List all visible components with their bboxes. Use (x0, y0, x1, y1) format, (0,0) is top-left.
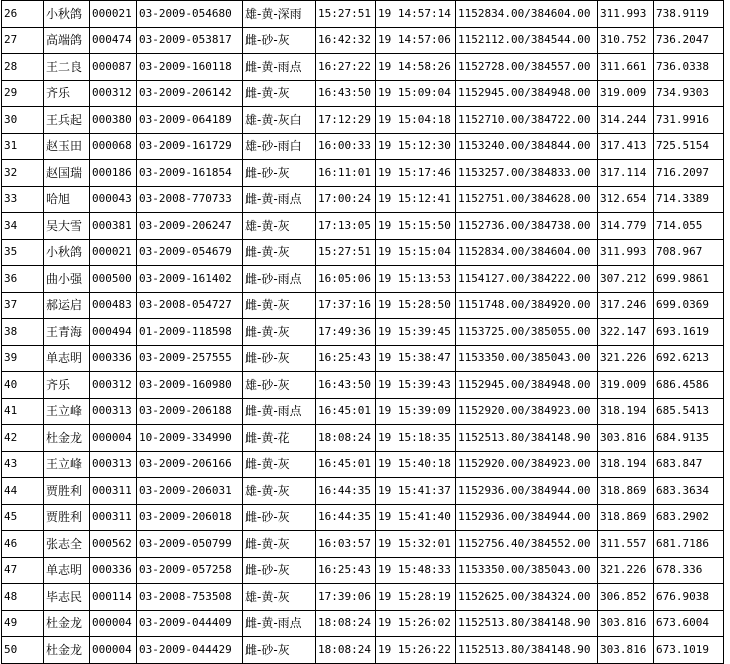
distance-cell: 321.226 (598, 557, 654, 584)
member-id-cell: 000483 (90, 292, 137, 319)
sex-color-cell: 雌-砂-灰 (243, 160, 316, 187)
distance-cell: 317.246 (598, 292, 654, 319)
release-time-cell: 18:08:24 (316, 637, 376, 664)
arrival-time-cell: 19 15:26:22 (376, 637, 456, 664)
release-time-cell: 16:44:35 (316, 478, 376, 505)
member-id-cell: 000021 (90, 239, 137, 266)
member-id-cell: 000021 (90, 1, 137, 28)
rank-cell: 48 (2, 584, 44, 611)
release-time-cell: 16:05:06 (316, 266, 376, 293)
distance-cell: 306.852 (598, 584, 654, 611)
coordinates-cell: 1152625.00/384324.00 (456, 584, 598, 611)
member-id-cell: 000004 (90, 637, 137, 664)
distance-cell: 307.212 (598, 266, 654, 293)
member-id-cell: 000311 (90, 504, 137, 531)
coordinates-cell: 1153350.00/385043.00 (456, 557, 598, 584)
member-id-cell: 000114 (90, 584, 137, 611)
member-id-cell: 000068 (90, 133, 137, 160)
table-row (2, 478, 724, 505)
arrival-time-cell: 19 15:39:09 (376, 398, 456, 425)
ring-number-cell: 03-2009-206188 (137, 398, 243, 425)
table-row (2, 319, 724, 346)
table-row (2, 584, 724, 611)
distance-cell: 311.993 (598, 1, 654, 28)
ring-number-cell: 03-2008-753508 (137, 584, 243, 611)
speed-cell: 676.9038 (654, 584, 724, 611)
speed-cell: 683.847 (654, 451, 724, 478)
release-time-cell: 16:45:01 (316, 451, 376, 478)
release-time-cell: 16:43:50 (316, 372, 376, 399)
release-time-cell: 17:49:36 (316, 319, 376, 346)
release-time-cell: 17:00:24 (316, 186, 376, 213)
rank-cell: 49 (2, 610, 44, 637)
sex-color-cell: 雌-砂-灰 (243, 345, 316, 372)
arrival-time-cell: 19 15:38:47 (376, 345, 456, 372)
sex-color-cell: 雌-黄-灰 (243, 319, 316, 346)
rank-cell: 37 (2, 292, 44, 319)
sex-color-cell: 雄-砂-雨白 (243, 133, 316, 160)
distance-cell: 321.226 (598, 345, 654, 372)
table-row (2, 266, 724, 293)
ring-number-cell: 03-2009-206247 (137, 213, 243, 240)
release-time-cell: 16:25:43 (316, 345, 376, 372)
speed-cell: 699.0369 (654, 292, 724, 319)
coordinates-cell: 1152920.00/384923.00 (456, 398, 598, 425)
coordinates-cell: 1153257.00/384833.00 (456, 160, 598, 187)
arrival-time-cell: 19 15:17:46 (376, 160, 456, 187)
name-cell: 曲小强 (44, 266, 90, 293)
name-cell: 贾胜利 (44, 504, 90, 531)
sex-color-cell: 雄-黄-灰 (243, 584, 316, 611)
sex-color-cell: 雌-黄-雨点 (243, 398, 316, 425)
coordinates-cell: 1152945.00/384948.00 (456, 80, 598, 107)
coordinates-cell: 1153725.00/385055.00 (456, 319, 598, 346)
speed-cell: 736.0338 (654, 54, 724, 81)
speed-cell: 716.2097 (654, 160, 724, 187)
release-time-cell: 17:13:05 (316, 213, 376, 240)
speed-cell: 708.967 (654, 239, 724, 266)
name-cell: 赵国瑞 (44, 160, 90, 187)
distance-cell: 319.009 (598, 80, 654, 107)
ring-number-cell: 03-2009-057258 (137, 557, 243, 584)
name-cell: 哈旭 (44, 186, 90, 213)
coordinates-cell: 1153240.00/384844.00 (456, 133, 598, 160)
rank-cell: 47 (2, 557, 44, 584)
table-row (2, 557, 724, 584)
name-cell: 吴大雪 (44, 213, 90, 240)
coordinates-cell: 1152751.00/384628.00 (456, 186, 598, 213)
ring-number-cell: 03-2009-050799 (137, 531, 243, 558)
arrival-time-cell: 19 14:58:26 (376, 54, 456, 81)
release-time-cell: 17:39:06 (316, 584, 376, 611)
ring-number-cell: 03-2009-160980 (137, 372, 243, 399)
table-row (2, 531, 724, 558)
arrival-time-cell: 19 15:13:53 (376, 266, 456, 293)
name-cell: 高端鸽 (44, 27, 90, 54)
name-cell: 杜金龙 (44, 425, 90, 452)
arrival-time-cell: 19 15:39:43 (376, 372, 456, 399)
sex-color-cell: 雌-砂-灰 (243, 557, 316, 584)
name-cell: 王立峰 (44, 451, 90, 478)
table-row (2, 292, 724, 319)
name-cell: 王兵起 (44, 107, 90, 134)
arrival-time-cell: 19 15:28:50 (376, 292, 456, 319)
rank-cell: 42 (2, 425, 44, 452)
sex-color-cell: 雌-砂-灰 (243, 27, 316, 54)
sex-color-cell: 雌-砂-灰 (243, 637, 316, 664)
distance-cell: 319.009 (598, 372, 654, 399)
release-time-cell: 17:37:16 (316, 292, 376, 319)
rank-cell: 26 (2, 1, 44, 28)
coordinates-cell: 1152834.00/384604.00 (456, 239, 598, 266)
ring-number-cell: 03-2009-206166 (137, 451, 243, 478)
release-time-cell: 17:12:29 (316, 107, 376, 134)
coordinates-cell: 1152513.80/384148.90 (456, 610, 598, 637)
member-id-cell: 000087 (90, 54, 137, 81)
release-time-cell: 16:43:50 (316, 80, 376, 107)
speed-cell: 693.1619 (654, 319, 724, 346)
coordinates-cell: 1152936.00/384944.00 (456, 504, 598, 531)
coordinates-cell: 1154127.00/384222.00 (456, 266, 598, 293)
speed-cell: 683.2902 (654, 504, 724, 531)
speed-cell: 673.6004 (654, 610, 724, 637)
coordinates-cell: 1152936.00/384944.00 (456, 478, 598, 505)
arrival-time-cell: 19 15:41:40 (376, 504, 456, 531)
sex-color-cell: 雌-黄-灰 (243, 292, 316, 319)
table-row (2, 1, 724, 28)
table-row (2, 637, 724, 664)
ring-number-cell: 03-2009-257555 (137, 345, 243, 372)
release-time-cell: 16:25:43 (316, 557, 376, 584)
rank-cell: 34 (2, 213, 44, 240)
ring-number-cell: 03-2009-064189 (137, 107, 243, 134)
sex-color-cell: 雌-黄-灰 (243, 80, 316, 107)
arrival-time-cell: 19 15:41:37 (376, 478, 456, 505)
table-row (2, 425, 724, 452)
rank-cell: 32 (2, 160, 44, 187)
sex-color-cell: 雌-黄-灰 (243, 451, 316, 478)
rank-cell: 29 (2, 80, 44, 107)
sex-color-cell: 雄-砂-灰 (243, 372, 316, 399)
table-row (2, 160, 724, 187)
member-id-cell: 000336 (90, 345, 137, 372)
distance-cell: 311.661 (598, 54, 654, 81)
ring-number-cell: 03-2008-770733 (137, 186, 243, 213)
name-cell: 单志明 (44, 345, 90, 372)
speed-cell: 684.9135 (654, 425, 724, 452)
sex-color-cell: 雄-黄-灰 (243, 478, 316, 505)
speed-cell: 681.7186 (654, 531, 724, 558)
ring-number-cell: 03-2009-206031 (137, 478, 243, 505)
distance-cell: 312.654 (598, 186, 654, 213)
name-cell: 毕志民 (44, 584, 90, 611)
release-time-cell: 16:11:01 (316, 160, 376, 187)
member-id-cell: 000043 (90, 186, 137, 213)
distance-cell: 317.114 (598, 160, 654, 187)
member-id-cell: 000494 (90, 319, 137, 346)
name-cell: 郝运启 (44, 292, 90, 319)
rank-cell: 30 (2, 107, 44, 134)
name-cell: 单志明 (44, 557, 90, 584)
table-row (2, 345, 724, 372)
release-time-cell: 18:08:24 (316, 425, 376, 452)
name-cell: 小秋鸽 (44, 1, 90, 28)
coordinates-cell: 1152945.00/384948.00 (456, 372, 598, 399)
table-row (2, 54, 724, 81)
coordinates-cell: 1152756.40/384552.00 (456, 531, 598, 558)
table-row (2, 504, 724, 531)
speed-cell: 714.055 (654, 213, 724, 240)
table-row (2, 239, 724, 266)
ring-number-cell: 03-2009-044429 (137, 637, 243, 664)
arrival-time-cell: 19 15:39:45 (376, 319, 456, 346)
arrival-time-cell: 19 15:28:19 (376, 584, 456, 611)
release-time-cell: 16:00:33 (316, 133, 376, 160)
ring-number-cell: 03-2009-161402 (137, 266, 243, 293)
rank-cell: 35 (2, 239, 44, 266)
distance-cell: 314.244 (598, 107, 654, 134)
sex-color-cell: 雌-黄-花 (243, 425, 316, 452)
distance-cell: 303.816 (598, 610, 654, 637)
ring-number-cell: 01-2009-118598 (137, 319, 243, 346)
ring-number-cell: 03-2009-044409 (137, 610, 243, 637)
release-time-cell: 18:08:24 (316, 610, 376, 637)
speed-cell: 736.2047 (654, 27, 724, 54)
table-row (2, 213, 724, 240)
ring-number-cell: 03-2009-206142 (137, 80, 243, 107)
arrival-time-cell: 19 15:26:02 (376, 610, 456, 637)
rank-cell: 36 (2, 266, 44, 293)
rank-cell: 40 (2, 372, 44, 399)
rank-cell: 43 (2, 451, 44, 478)
ring-number-cell: 03-2009-160118 (137, 54, 243, 81)
release-time-cell: 16:44:35 (316, 504, 376, 531)
arrival-time-cell: 19 14:57:06 (376, 27, 456, 54)
member-id-cell: 000312 (90, 372, 137, 399)
distance-cell: 318.194 (598, 398, 654, 425)
arrival-time-cell: 19 15:12:41 (376, 186, 456, 213)
speed-cell: 678.336 (654, 557, 724, 584)
coordinates-cell: 1152834.00/384604.00 (456, 1, 598, 28)
distance-cell: 318.869 (598, 478, 654, 505)
member-id-cell: 000562 (90, 531, 137, 558)
sex-color-cell: 雌-黄-雨点 (243, 54, 316, 81)
member-id-cell: 000380 (90, 107, 137, 134)
release-time-cell: 16:03:57 (316, 531, 376, 558)
sex-color-cell: 雄-黄-灰 (243, 213, 316, 240)
rank-cell: 44 (2, 478, 44, 505)
speed-cell: 692.6213 (654, 345, 724, 372)
rank-cell: 31 (2, 133, 44, 160)
name-cell: 王青海 (44, 319, 90, 346)
name-cell: 杜金龙 (44, 610, 90, 637)
speed-cell: 686.4586 (654, 372, 724, 399)
member-id-cell: 000336 (90, 557, 137, 584)
speed-cell: 725.5154 (654, 133, 724, 160)
sex-color-cell: 雌-黄-灰 (243, 239, 316, 266)
ring-number-cell: 03-2009-161729 (137, 133, 243, 160)
sex-color-cell: 雌-黄-雨点 (243, 186, 316, 213)
results-table (1, 0, 724, 664)
name-cell: 齐乐 (44, 372, 90, 399)
coordinates-cell: 1152736.00/384738.00 (456, 213, 598, 240)
ring-number-cell: 03-2008-054727 (137, 292, 243, 319)
arrival-time-cell: 19 14:57:14 (376, 1, 456, 28)
coordinates-cell: 1152728.00/384557.00 (456, 54, 598, 81)
table-row (2, 27, 724, 54)
arrival-time-cell: 19 15:15:50 (376, 213, 456, 240)
name-cell: 小秋鸽 (44, 239, 90, 266)
release-time-cell: 16:45:01 (316, 398, 376, 425)
name-cell: 齐乐 (44, 80, 90, 107)
sex-color-cell: 雌-黄-灰 (243, 531, 316, 558)
distance-cell: 318.194 (598, 451, 654, 478)
table-row (2, 80, 724, 107)
rank-cell: 41 (2, 398, 44, 425)
distance-cell: 322.147 (598, 319, 654, 346)
distance-cell: 318.869 (598, 504, 654, 531)
coordinates-cell: 1152920.00/384923.00 (456, 451, 598, 478)
distance-cell: 311.993 (598, 239, 654, 266)
member-id-cell: 000500 (90, 266, 137, 293)
table-body (2, 1, 724, 664)
rank-cell: 50 (2, 637, 44, 664)
sex-color-cell: 雌-黄-雨点 (243, 610, 316, 637)
member-id-cell: 000186 (90, 160, 137, 187)
arrival-time-cell: 19 15:12:30 (376, 133, 456, 160)
member-id-cell: 000474 (90, 27, 137, 54)
rank-cell: 46 (2, 531, 44, 558)
table-row (2, 186, 724, 213)
arrival-time-cell: 19 15:40:18 (376, 451, 456, 478)
speed-cell: 731.9916 (654, 107, 724, 134)
distance-cell: 303.816 (598, 637, 654, 664)
release-time-cell: 15:27:51 (316, 1, 376, 28)
member-id-cell: 000312 (90, 80, 137, 107)
arrival-time-cell: 19 15:04:18 (376, 107, 456, 134)
arrival-time-cell: 19 15:15:04 (376, 239, 456, 266)
ring-number-cell: 10-2009-334990 (137, 425, 243, 452)
distance-cell: 317.413 (598, 133, 654, 160)
sex-color-cell: 雌-砂-灰 (243, 504, 316, 531)
member-id-cell: 000381 (90, 213, 137, 240)
release-time-cell: 16:27:22 (316, 54, 376, 81)
rank-cell: 27 (2, 27, 44, 54)
distance-cell: 314.779 (598, 213, 654, 240)
table-row (2, 372, 724, 399)
arrival-time-cell: 19 15:48:33 (376, 557, 456, 584)
member-id-cell: 000313 (90, 451, 137, 478)
table-row (2, 107, 724, 134)
arrival-time-cell: 19 15:18:35 (376, 425, 456, 452)
name-cell: 张志全 (44, 531, 90, 558)
rank-cell: 33 (2, 186, 44, 213)
speed-cell: 699.9861 (654, 266, 724, 293)
distance-cell: 303.816 (598, 425, 654, 452)
coordinates-cell: 1152112.00/384544.00 (456, 27, 598, 54)
ring-number-cell: 03-2009-161854 (137, 160, 243, 187)
rank-cell: 45 (2, 504, 44, 531)
arrival-time-cell: 19 15:32:01 (376, 531, 456, 558)
table-row (2, 451, 724, 478)
name-cell: 赵玉田 (44, 133, 90, 160)
member-id-cell: 000311 (90, 478, 137, 505)
release-time-cell: 16:42:32 (316, 27, 376, 54)
coordinates-cell: 1153350.00/385043.00 (456, 345, 598, 372)
speed-cell: 683.3634 (654, 478, 724, 505)
speed-cell: 734.9303 (654, 80, 724, 107)
member-id-cell: 000004 (90, 610, 137, 637)
speed-cell: 685.5413 (654, 398, 724, 425)
ring-number-cell: 03-2009-054679 (137, 239, 243, 266)
coordinates-cell: 1152513.80/384148.90 (456, 637, 598, 664)
speed-cell: 738.9119 (654, 1, 724, 28)
coordinates-cell: 1152710.00/384722.00 (456, 107, 598, 134)
member-id-cell: 000004 (90, 425, 137, 452)
release-time-cell: 15:27:51 (316, 239, 376, 266)
ring-number-cell: 03-2009-053817 (137, 27, 243, 54)
member-id-cell: 000313 (90, 398, 137, 425)
coordinates-cell: 1151748.00/384920.00 (456, 292, 598, 319)
ring-number-cell: 03-2009-206018 (137, 504, 243, 531)
name-cell: 王二良 (44, 54, 90, 81)
table-row (2, 398, 724, 425)
ring-number-cell: 03-2009-054680 (137, 1, 243, 28)
rank-cell: 39 (2, 345, 44, 372)
table-row (2, 133, 724, 160)
sex-color-cell: 雄-黄-灰白 (243, 107, 316, 134)
arrival-time-cell: 19 15:09:04 (376, 80, 456, 107)
distance-cell: 311.557 (598, 531, 654, 558)
rank-cell: 28 (2, 54, 44, 81)
name-cell: 杜金龙 (44, 637, 90, 664)
distance-cell: 310.752 (598, 27, 654, 54)
name-cell: 王立峰 (44, 398, 90, 425)
sex-color-cell: 雄-黄-深雨 (243, 1, 316, 28)
sex-color-cell: 雌-砂-雨点 (243, 266, 316, 293)
coordinates-cell: 1152513.80/384148.90 (456, 425, 598, 452)
table-row (2, 610, 724, 637)
rank-cell: 38 (2, 319, 44, 346)
speed-cell: 673.1019 (654, 637, 724, 664)
name-cell: 贾胜利 (44, 478, 90, 505)
speed-cell: 714.3389 (654, 186, 724, 213)
